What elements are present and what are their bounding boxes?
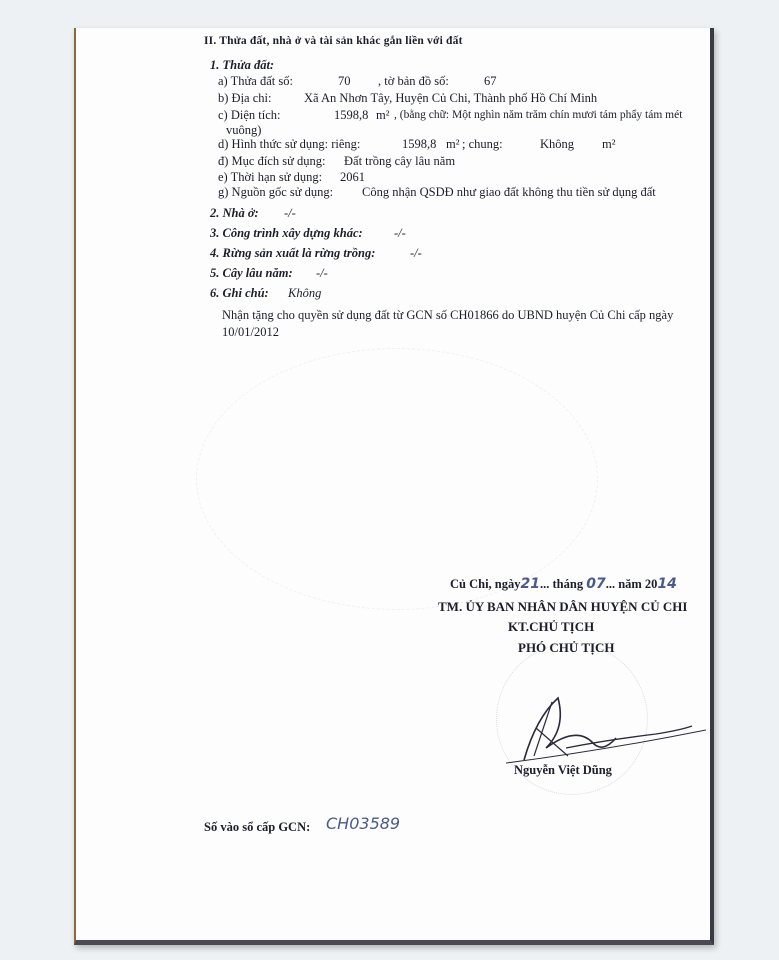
usage-shared-unit: m² bbox=[602, 137, 616, 151]
forest-label: 4. Rừng sản xuất là rừng trồng: bbox=[210, 246, 376, 260]
term-value: 2061 bbox=[340, 170, 365, 184]
notes-text-line1: Nhận tặng cho quyền sử dụng đất từ GCN số CH01866 do UBND huyện Củ Chi cấp ngày bbox=[222, 308, 674, 322]
map-sheet-label: , tờ bản đồ số: bbox=[378, 74, 449, 88]
house-value: -/- bbox=[284, 206, 296, 220]
day-handwritten: 21 bbox=[520, 576, 540, 592]
usage-form-label: d) Hình thức sử dụng: riêng: bbox=[218, 137, 361, 151]
perennial-value: -/- bbox=[316, 266, 328, 280]
construction-value: -/- bbox=[394, 226, 406, 240]
section-title: II. Thửa đất, nhà ở và tài sản khác gắn liền với đất bbox=[204, 35, 463, 47]
signature-scribble bbox=[506, 668, 706, 778]
place-date: Củ Chi, ngày21... tháng 07... năm 2014 bbox=[450, 576, 677, 592]
year-handwritten: 14 bbox=[657, 576, 677, 592]
registry-label: Số vào sổ cấp GCN: bbox=[204, 820, 311, 834]
notes-label: 6. Ghi chú: bbox=[210, 286, 269, 300]
land-heading: 1. Thửa đất: bbox=[210, 58, 275, 72]
usage-shared-label: ; chung: bbox=[462, 137, 503, 151]
registry-number-handwritten: CH03589 bbox=[326, 814, 401, 833]
area-unit: m² bbox=[376, 108, 390, 122]
usage-private-value: 1598,8 bbox=[402, 137, 437, 151]
area-in-words: , (bằng chữ: Một nghìn năm trăm chín mươi tám phẩy tám mét bbox=[394, 109, 683, 121]
area-label: c) Diện tích: bbox=[218, 108, 281, 122]
origin-label: g) Nguồn gốc sử dụng: bbox=[218, 185, 334, 199]
parcel-number-value: 70 bbox=[338, 74, 351, 88]
map-sheet-value: 67 bbox=[484, 74, 497, 88]
usage-shared-value: Không bbox=[540, 137, 575, 151]
committee-title: TM. ỦY BAN NHÂN DÂN HUYỆN CỦ CHI bbox=[438, 599, 688, 614]
area-in-words-cont: vuông) bbox=[226, 123, 262, 137]
parcel-number-label: a) Thửa đất số: bbox=[218, 74, 293, 88]
origin-value: Công nhận QSDĐ như giao đất không thu tiền sử dụng đất bbox=[362, 185, 656, 199]
address-value: Xã An Nhơn Tây, Huyện Củ Chi, Thành phố Hồ Chí Minh bbox=[304, 91, 598, 105]
notes-text-line2: 10/01/2012 bbox=[222, 325, 279, 339]
construction-label: 3. Công trình xây dựng khác: bbox=[210, 226, 363, 240]
usage-private-unit: m² bbox=[446, 137, 460, 151]
place-date-prefix: Củ Chi, ngày bbox=[450, 577, 521, 591]
house-label: 2. Nhà ở: bbox=[210, 206, 259, 220]
address-label: b) Địa chỉ: bbox=[218, 91, 272, 105]
certificate-page bbox=[74, 28, 714, 945]
kt-chairman: KT.CHỦ TỊCH bbox=[508, 619, 595, 634]
forest-value: -/- bbox=[410, 246, 422, 260]
faded-watermark bbox=[196, 348, 598, 610]
perennial-label: 5. Cây lâu năm: bbox=[210, 266, 293, 280]
month-handwritten: 07 bbox=[586, 576, 606, 592]
area-value: 1598,8 bbox=[334, 108, 369, 122]
purpose-label: đ) Mục đích sử dụng: bbox=[218, 154, 326, 168]
month-label: tháng bbox=[552, 577, 584, 591]
vice-chairman: PHÓ CHỦ TỊCH bbox=[518, 640, 615, 655]
notes-value: Không bbox=[288, 286, 322, 300]
term-label: e) Thời hạn sử dụng: bbox=[218, 170, 323, 184]
signer-name: Nguyễn Việt Dũng bbox=[514, 763, 612, 777]
year-label: năm 20 bbox=[618, 577, 658, 591]
purpose-value: Đất trồng cây lâu năm bbox=[344, 154, 456, 168]
